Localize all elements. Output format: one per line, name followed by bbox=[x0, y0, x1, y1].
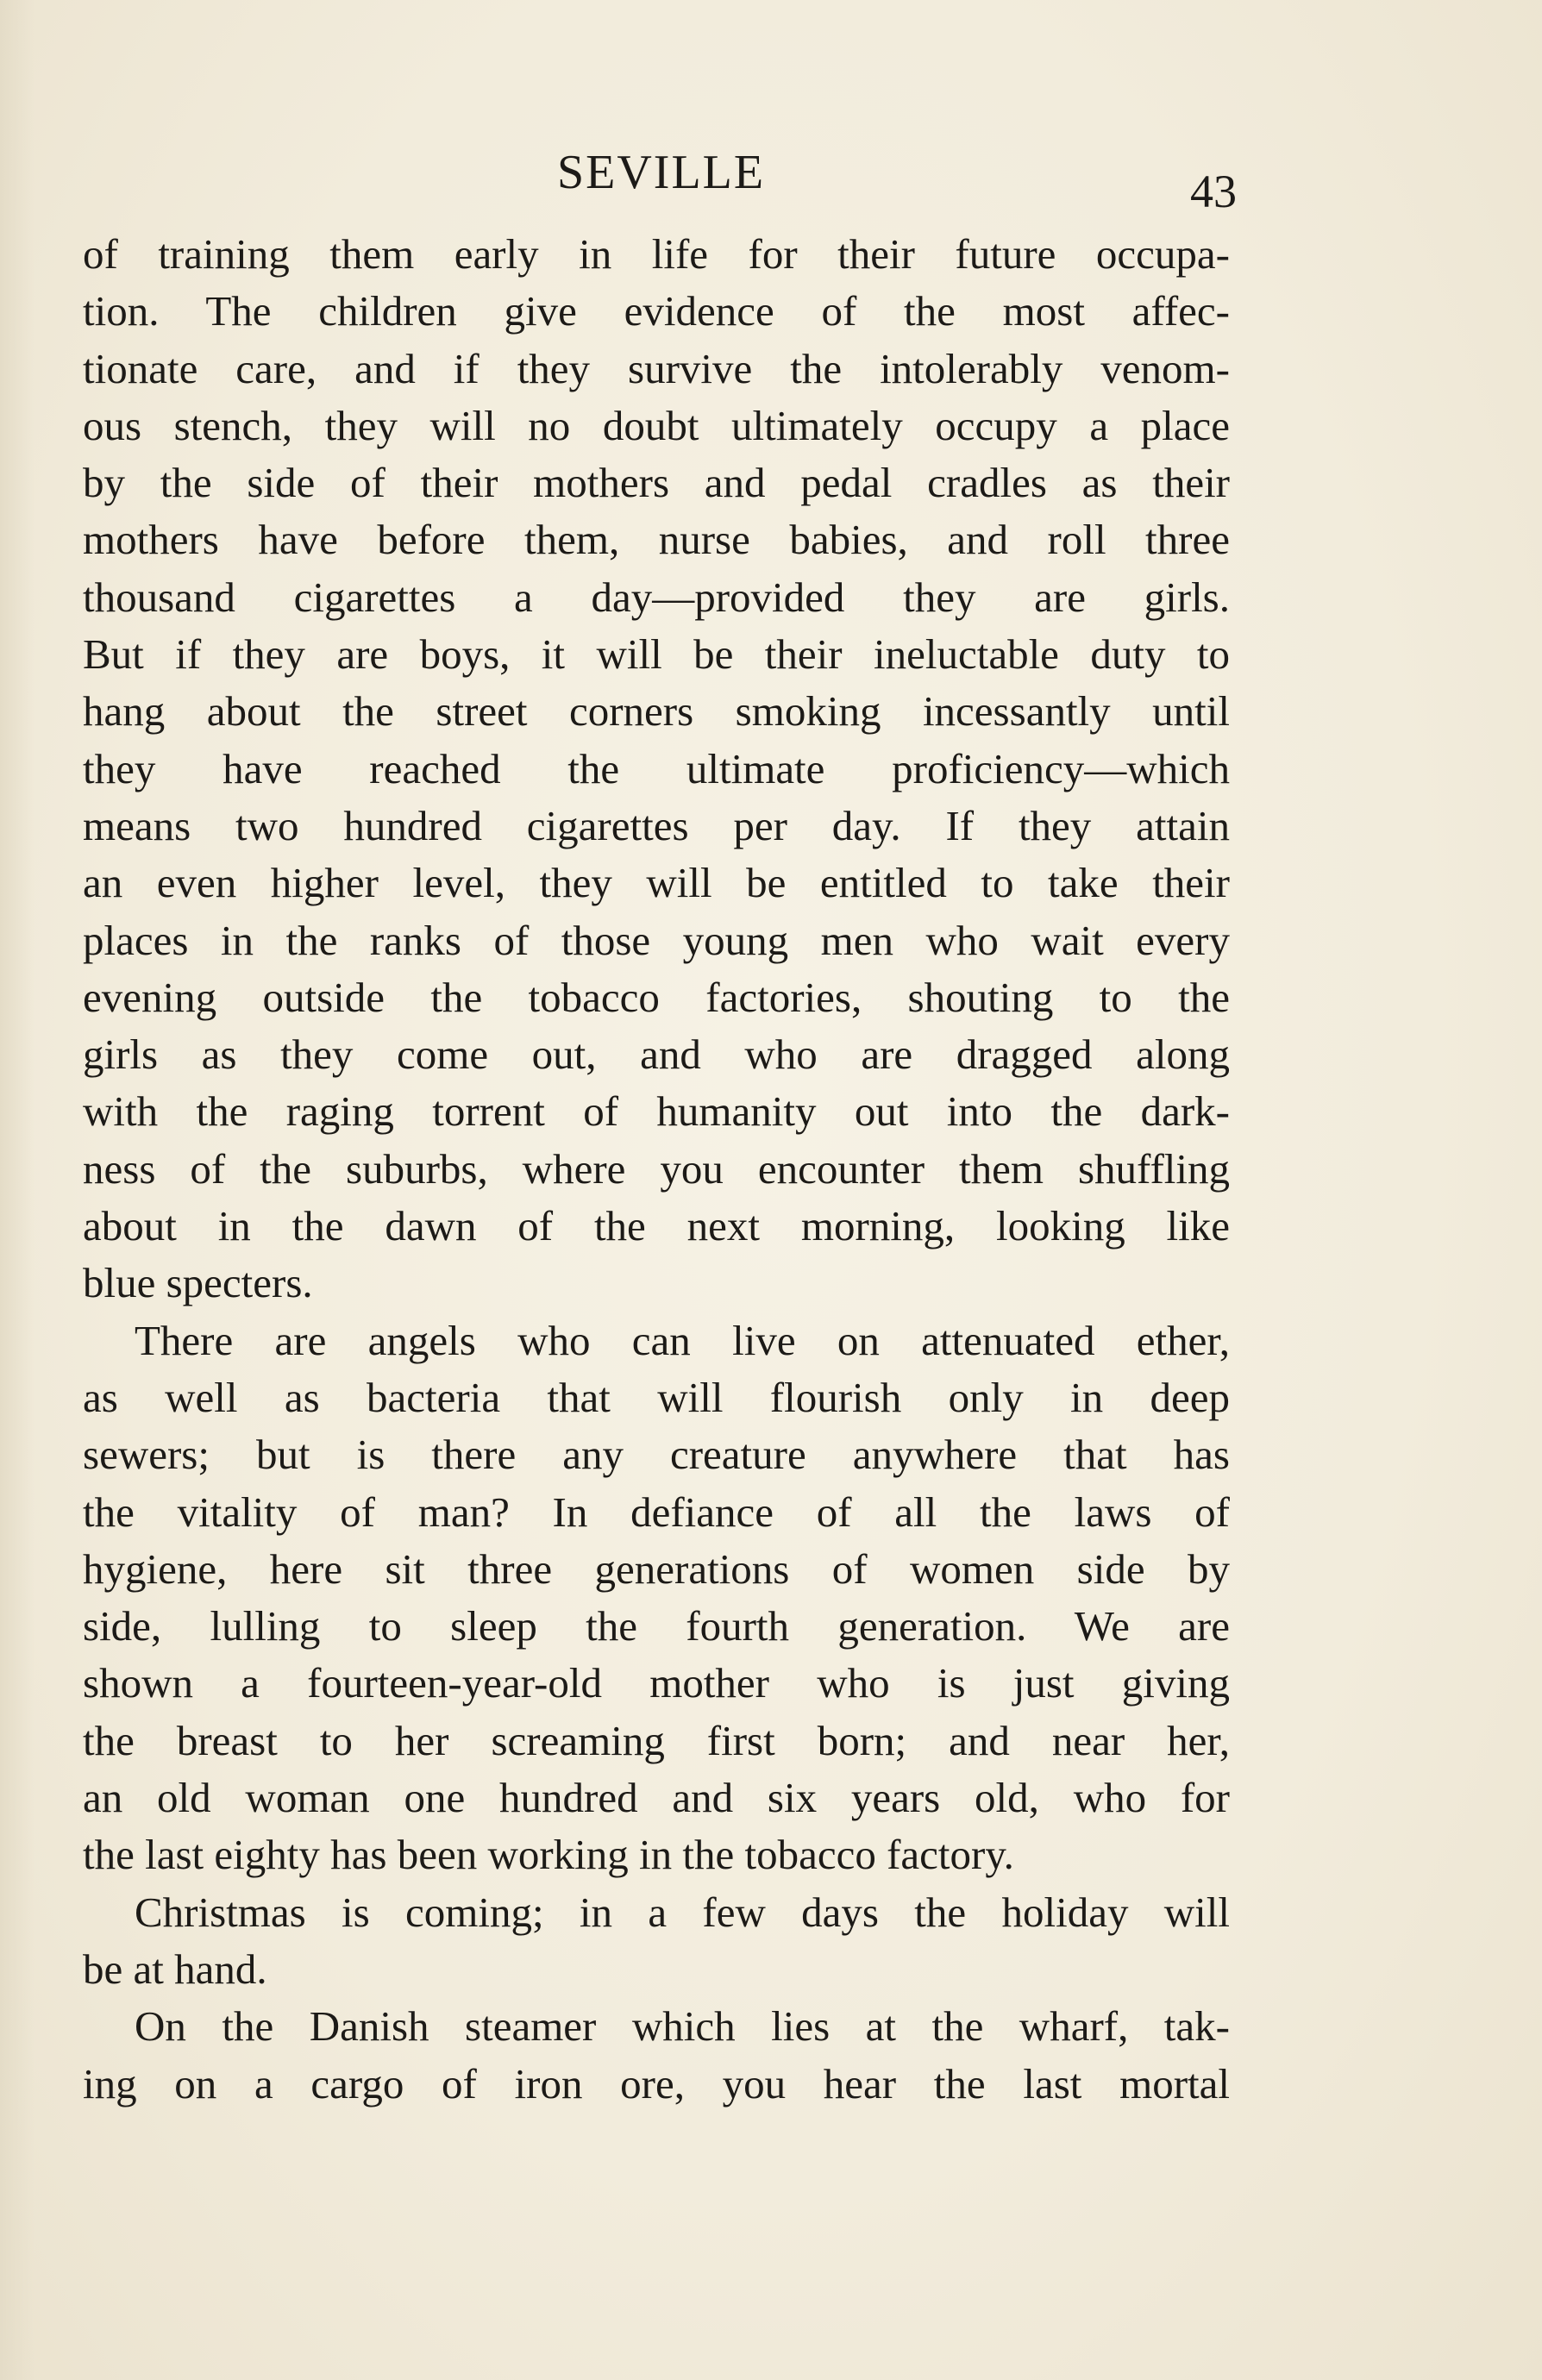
running-head bbox=[0, 138, 1542, 217]
text-line: side, lulling to sleep the fourth generation. We are bbox=[83, 1602, 1230, 1650]
text-line: about in the dawn of the next morning, looking like bbox=[83, 1202, 1230, 1250]
paragraph-start-line: Christmas is coming; in a few days the holiday will bbox=[135, 1888, 1230, 1936]
text-line: ing on a cargo of iron ore, you hear the last mortal bbox=[83, 2059, 1230, 2108]
text-line: an old woman one hundred and six years old, who for bbox=[83, 1774, 1230, 1822]
body-text bbox=[83, 226, 1230, 2113]
paragraph-start-line: On the Danish steamer which lies at the wharf, tak- bbox=[135, 2002, 1230, 2051]
text-line: evening outside the tobacco factories, shouting to the bbox=[83, 973, 1230, 1021]
text-line: thousand cigarettes a day—provided they are girls. bbox=[83, 573, 1230, 621]
text-line: as well as bacteria that will flourish only in deep bbox=[83, 1373, 1230, 1421]
text-line: an even higher level, they will be entitled to take their bbox=[83, 859, 1230, 907]
text-line: they have reached the ultimate proficiency—which bbox=[83, 744, 1230, 792]
running-title: SEVILLE bbox=[557, 146, 766, 199]
text-line: be at hand. bbox=[83, 1945, 267, 1993]
text-line: mothers have before them, nurse babies, and roll three bbox=[83, 516, 1230, 564]
text-line: ous stench, they will no doubt ultimately occupy a place bbox=[83, 401, 1230, 449]
text-line: sewers; but is there any creature anywhere that has bbox=[83, 1431, 1230, 1479]
text-line: with the raging torrent of humanity out into the dark- bbox=[83, 1087, 1230, 1136]
text-line: places in the ranks of those young men who wait every bbox=[83, 916, 1230, 964]
page-edge-shadow bbox=[0, 0, 34, 2380]
page-number: 43 bbox=[1190, 166, 1237, 217]
text-line: But if they are boys, it will be their ineluctable duty to bbox=[83, 630, 1230, 679]
text-line: tionate care, and if they survive the intolerably venom- bbox=[83, 344, 1230, 392]
text-line: the breast to her screaming first born; and near her, bbox=[83, 1716, 1230, 1764]
text-line: the vitality of man? In defiance of all the laws of bbox=[83, 1488, 1230, 1536]
text-line: hygiene, here sit three generations of women side by bbox=[83, 1544, 1230, 1593]
text-line: girls as they come out, and who are dragged along bbox=[83, 1030, 1230, 1079]
text-line: of training them early in life for their future occupa- bbox=[83, 230, 1230, 278]
text-line: by the side of their mothers and pedal cradles as their bbox=[83, 459, 1230, 507]
text-line: the last eighty has been working in the tobacco factory. bbox=[83, 1831, 1014, 1879]
text-line: ness of the suburbs, where you encounter them shuffling bbox=[83, 1144, 1230, 1193]
text-line: tion. The children give evidence of the most affec- bbox=[83, 287, 1230, 335]
text-line: blue specters. bbox=[83, 1259, 313, 1307]
text-line: means two hundred cigarettes per day. If they attain bbox=[83, 801, 1230, 849]
text-line: hang about the street corners smoking incessantly until bbox=[83, 687, 1230, 736]
text-line: shown a fourteen-year-old mother who is just giving bbox=[83, 1659, 1230, 1707]
paragraph-start-line: There are angels who can live on attenuated ether, bbox=[135, 1316, 1230, 1364]
